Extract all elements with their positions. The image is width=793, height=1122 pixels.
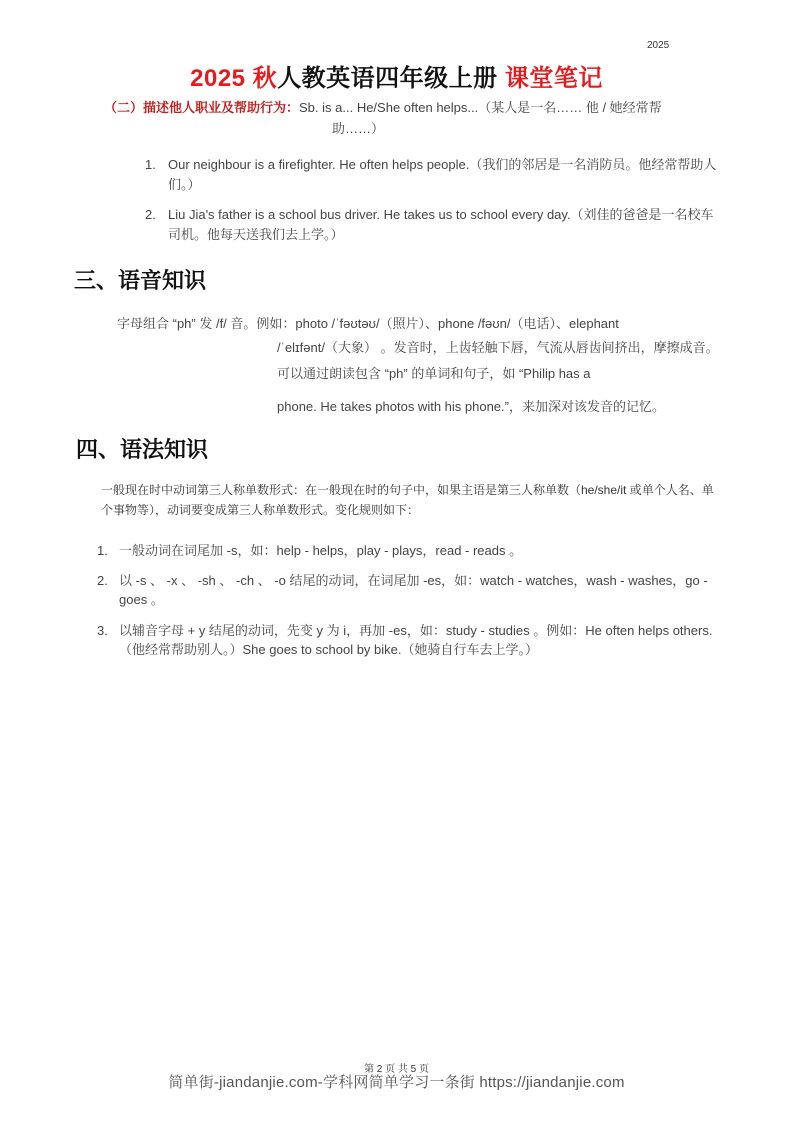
grammar-intro: 一般现在时中动词第三人称单数形式：在一般现在时的句子中，如果主语是第三人称单数（he/she/it 或单个人名、单个事物等），动词要变成第三人称单数形式。变化规则如下： <box>101 483 714 517</box>
footer-site-text: 简单街-jiandanjie.com-学科网简单学习一条街 https://jiandanjie.com <box>168 1074 625 1091</box>
example-item <box>145 155 725 195</box>
item-number: 2. <box>145 207 156 222</box>
section2-subheading <box>104 97 724 139</box>
item-number: 1. <box>145 157 156 172</box>
rule-number: 3. <box>97 623 108 638</box>
phonics-line1: 字母组合 “ph” 发 /f/ 音。例如：photo /ˈfəʊtəʊ/（照片）、phone /fəʊn/（电话）、elephant <box>117 316 619 331</box>
rule-number: 1. <box>97 543 108 558</box>
example-item <box>145 205 725 245</box>
grammar-rule <box>97 571 723 609</box>
section4-heading: 四、语法知识 <box>76 437 209 463</box>
rule-text: 一般动词在词尾加 -s，如：help - helps，play - plays，read - reads 。 <box>119 543 523 558</box>
item-text: Our neighbour is a firefighter. He often helps people.（我们的邻居是一名消防员。他经常帮助人们。） <box>168 157 717 192</box>
item-text: Liu Jia's father is a school bus driver. He takes us to school every day.（刘佳的爸爸是一名校车司机。他每天送我们去上学。） <box>168 207 714 242</box>
subheading-text-line2: 助……） <box>332 121 385 136</box>
header-year: 2025 <box>647 40 670 51</box>
grammar-rule <box>97 621 723 659</box>
section3-heading: 三、语音知识 <box>74 268 207 294</box>
title-book: 人教英语四年级上册 <box>277 65 498 92</box>
rule-number: 2. <box>97 573 108 588</box>
subheading-text-line1: Sb. is a... He/She often helps...（某人是一名…… 他 / 她经常帮 <box>299 100 662 115</box>
title-year-season: 2025 秋 <box>190 65 278 92</box>
rule-text: 以辅音字母 + y 结尾的动词，先变 y 为 i，再加 -es，如：study - studies 。例如：He often helps others.（他经常帮助别人。）She goes to school by bike.（她骑自行车去上学。） <box>119 623 713 657</box>
page-number: 第 2 页 共 5 页 <box>363 1064 429 1075</box>
rule-text: 以 -s 、 -x 、 -sh 、 -ch 、 -o 结尾的动词，在词尾加 -es，如：watch - watches，wash - washes，go - goes 。 <box>119 573 708 607</box>
subheading-label: （二）描述他人职业及帮助行为： <box>104 100 300 115</box>
page-title <box>0 58 793 93</box>
phonics-line2: /ˈelɪfənt/（大象） 。发音时，上齿轻触下唇，气流从唇齿间挤出，摩擦成音。可以通过朗读包含 “ph” 的单词和句子，如 “Philip has a <box>277 340 719 381</box>
title-notes: 课堂笔记 <box>504 65 603 92</box>
grammar-rule <box>97 541 723 560</box>
phonics-line3: phone. He takes photos with his phone.”，来加深对该发音的记忆。 <box>277 399 665 414</box>
